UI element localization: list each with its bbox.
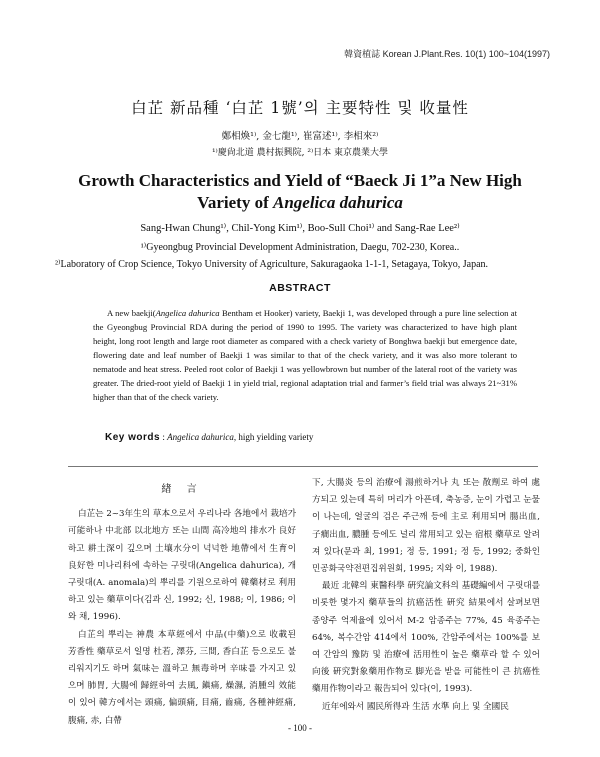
english-title-line2 bbox=[0, 192, 600, 214]
keywords-species: Angelica dahurica bbox=[167, 432, 234, 442]
abstract-heading: ABSTRACT bbox=[269, 282, 331, 294]
abstract-text-2: Bentham et Hooker) variety, Baekji 1, was developed through a pure line selection at the Gyeongbug Provincial RDA during the period of 1990 to 1995. The variety was characterized to have high plant height, long root length and large root diameter as compared with a check variety of Bonghwa baekji but emergence date, flowering date and leaf number of Baekji 1 was similar to that of the check variety, and it was also more tolerant to nematode and heat stress. Peeled root color of Baekji 1 was yellowbrown but number of the lateral root of the variety was greater. The dried-root yield of Baekji 1 in yield trial, regional adaptation trial and farmer’s field trial was always 21~31% higher than that of the check variety. bbox=[93, 308, 517, 402]
divider bbox=[68, 466, 538, 467]
left-paragraph-2: 白芷의 뿌리는 神農 本草經에서 中品(中藥)으로 收載된 芳香性 藥草로서 일명 杜若, 澤芬, 三間, 香白芷 등으로도 불리워지기도 하며 氣味는 溫하고 無毒하며 辛味를 가지고 있으며 肺胃, 大腸에 歸經하여 去風, 鎭痛, 燥濕, 消腫의 效能이 있어 韓方에서는 頭痛, 偏頭痛, 目痛, 齒痛, 各種神經痛, 腹痛, 赤, 白帶 bbox=[68, 629, 296, 726]
keywords-rest: , high yielding variety bbox=[233, 432, 314, 442]
abstract-body bbox=[93, 306, 517, 404]
abstract-paragraph bbox=[93, 306, 517, 404]
right-paragraph-2: 最近 北韓의 東醫科學 硏究論文科의 基礎編에서 구릿대를 비롯한 몇가지 藥草들의 抗癌活性 硏究 結果에서 살펴보면 종양주 억제율에 있어서 M-2 암종주는 77%, 45 육종주는 64%, 복수간암 414에서 100%, 간암주에서는 100%를 보여 간암의 豫防 및 治療에 活用性이 높은 藥草라 할 수 있어 向後 硏究對象藥用作物로 脚光을 받을 可能性이 큰 抗癌性 藥用作物이라고 報告되어 있다(이, 1993). bbox=[312, 581, 540, 695]
korean-title: 白芷 新品種 ‘白芷 1號’의 主要特性 및 收量性 bbox=[131, 99, 469, 117]
korean-authors: 鄭相煥¹⁾, 金七龍¹⁾, 崔富述¹⁾, 李相來²⁾ bbox=[221, 131, 379, 142]
left-paragraph-1: 白芷는 2~3年生의 草本으로서 우리나라 各地에서 栽培가 可能하나 中北部 以北地方 또는 山間 高冷地의 排水가 良好하고 耕土深이 깊으며 土壤水分이 넉넉한 地帶에서 生育이 良好한 미나리科에 속하는 구릿대(Angelica dahurica), 개구릿대(A. anomala)의 뿌리를 기원으로하여 韓藥材로 利用하고 있는 藥草이다(김과 신, 1992; 신, 1988; 이, 1986; 이와 채, 1996). bbox=[68, 509, 296, 623]
right-column bbox=[312, 475, 540, 716]
left-column bbox=[68, 481, 296, 730]
right-paragraph-3: 近年에와서 國民所得과 生活 水準 向上 및 全國民 bbox=[322, 701, 509, 712]
section-title: 緖 言 bbox=[161, 484, 203, 495]
running-head: 韓資植誌 Korean J.Plant.Res. 10(1) 100~104(1997) bbox=[344, 49, 550, 59]
right-paragraph-1: 下, 大腸炎 등의 治療에 湯煎하거나 丸 또는 散劑로 하여 處方되고 있는데 특히 머리가 아픈데, 축농증, 눈이 가렵고 눈물이 나는데, 얼굴의 검은 주근깨 등에 主로 利用되며 腸出血, 子癎出血, 膿腫 등에도 널리 常用되고 있는 宿根 藥草로 알려져 있다(문과 최, 1991; 정 등, 1991; 정 등, 1992; 중화인민공화국약전편집위원회, 1995; 지와 이, 1988). bbox=[312, 478, 540, 575]
abstract-species: Angelica dahurica bbox=[155, 308, 220, 318]
english-authors: Sang-Hwan Chung¹⁾, Chil-Yong Kim¹⁾, Boo-Sull Choi¹⁾ and Sang-Rae Lee²⁾ bbox=[140, 223, 460, 234]
english-affiliation-1: ¹⁾Gyeongbug Provincial Development Administration, Daegu, 702-230, Korea.. bbox=[140, 242, 460, 253]
english-title-species: Angelica dahurica bbox=[272, 193, 403, 212]
english-title-line2-plain: Variety of bbox=[197, 193, 273, 212]
korean-affiliations: ¹⁾慶尙北道 農村振興院, ²⁾日本 東京農業大學 bbox=[211, 148, 389, 158]
english-title bbox=[0, 170, 600, 214]
keywords-value bbox=[167, 432, 313, 442]
keywords-label: Key words bbox=[105, 432, 161, 443]
page-number: - 100 - bbox=[288, 723, 312, 733]
keywords-separator: : bbox=[160, 432, 168, 442]
keywords bbox=[105, 432, 535, 443]
english-affiliation-2: ²⁾Laboratory of Crop Science, Tokyo University of Agriculture, Sakuragaoka 1-1-1, Setagaya, Tokyo, Japan. bbox=[55, 259, 489, 270]
english-title-line1: Growth Characteristics and Yield of “Baeck Ji 1”a New High bbox=[78, 171, 522, 190]
abstract-text-1: A new baekji( bbox=[107, 308, 156, 318]
